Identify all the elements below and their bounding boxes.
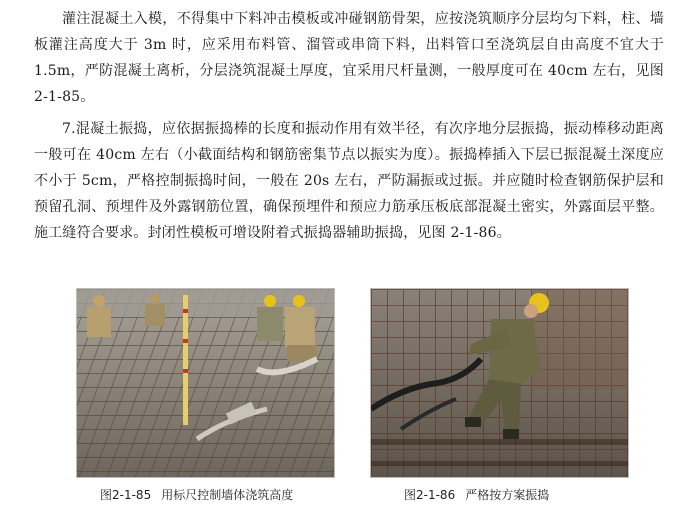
construction-photo-2 [371, 289, 628, 477]
figure-caption-text-2: 严格按方案振捣 [465, 488, 550, 502]
figure-number-1: 图2-1-85 [100, 488, 152, 502]
figure-caption-2 [404, 487, 549, 503]
figure-photo-vibrating [370, 288, 629, 478]
paragraph-pouring: 灌注混凝土入模，不得集中下料冲击模板或冲碰钢筋骨架，应按浇筑顺序分层均匀下料，柱、墙板灌注高度大于 3m 时，应采用布料管、溜管或串筒下料，出料管口至浇筑层自由高度不宜大于 1.5m，严防混凝土离析，分层浇筑混凝土厚度，宜采用尺杆量测，一般厚度可在 40cm 左右，见图 2-1-85。 [34, 11, 664, 105]
figure-caption-text-1: 用标尺控制墙体浇筑高度 [161, 488, 294, 502]
figure-number-2: 图2-1-86 [404, 488, 456, 502]
figure-caption-1 [100, 487, 293, 503]
figure-photo-ruler-control [76, 288, 335, 478]
construction-photo-1 [77, 289, 334, 477]
paragraph-vibrating: 7.混凝土振捣，应依据振捣棒的长度和振动作用有效半径，有次序地分层振捣，振动棒移动距离一般可在 40cm 左右（小截面结构和钢筋密集节点以振实为度）。振捣棒插入下层已振混凝土深度应不小于 5cm，严格控制振捣时间，一般在 20s 左右，严防漏振或过振。并应随时检查钢筋保护层和预留孔洞、预埋件及外露钢筋位置，确保预埋件和预应力筋承压板底部混凝土密实，外露面层平整。施工缝符合要求。封闭性模板可增设附着式振捣器辅助振捣，见图 2-1-86。 [34, 121, 664, 241]
